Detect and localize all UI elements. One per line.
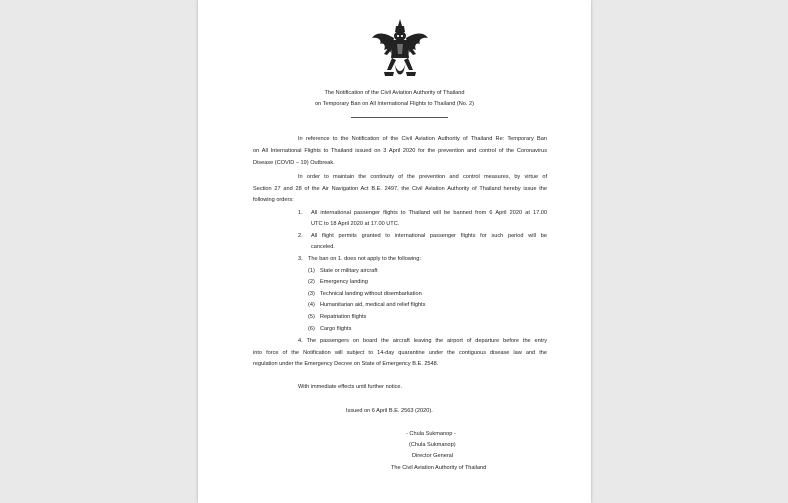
- order2-line-2: canceled.: [311, 244, 335, 250]
- order1-line-1: All international passenger flights to Thailand will be banned from 6 April 2020 at 17.00: [311, 210, 547, 216]
- order2-number: 2.: [298, 233, 303, 239]
- para2-line-1: In order to maintain the continuity of the prevention and control measures, by virtue of: [298, 174, 547, 180]
- para1-line-1: In reference to the Notification of the Civil Aviation Authority of Thailand Re: Temporary Ban: [298, 136, 547, 142]
- exemption-item: State or military aircraft: [320, 268, 378, 274]
- exemption-number: (4): [308, 302, 315, 308]
- document-page: [198, 0, 591, 503]
- signatory-organization: The Civil Aviation Authority of Thailand: [391, 465, 487, 471]
- title-line-1: The Notification of the Civil Aviation Authority of Thailand: [324, 90, 465, 96]
- para1-line-2: on All International Flights to Thailand issued on 3 April 2020 for the prevention and control of the Coronavirus: [253, 148, 547, 154]
- para2-line-2: Section 27 and 28 of the Air Navigation Act B.E. 2497, the Civil Aviation Authority of Thailand hereby issue the: [253, 186, 547, 192]
- effect-statement: With immediate effects until further notice.: [298, 384, 403, 390]
- issue-date: Issued on 6 April B.E. 2563 (2020).: [346, 408, 433, 414]
- exemption-item: Emergency landing: [320, 279, 368, 285]
- para1-line-3: Disease (COVID – 19) Outbreak.: [253, 160, 335, 166]
- title-line-2: on Temporary Ban on All International Flights to Thailand (No. 2): [315, 101, 474, 107]
- exemption-item: Cargo flights: [320, 326, 352, 332]
- exemption-number: (5): [308, 314, 315, 320]
- exemption-number: (1): [308, 268, 315, 274]
- order1-number: 1.: [298, 210, 303, 216]
- order4-line-1: 4. The passengers on board the aircraft leaving the airport of departure before the entry: [298, 338, 547, 344]
- exemption-number: (6): [308, 326, 315, 332]
- order3-line-1: The ban on 1. does not apply to the following:: [308, 256, 421, 262]
- signature-mark: - Chula Sukmanop -: [406, 431, 456, 437]
- exemption-number: (3): [308, 291, 315, 297]
- signatory-name: (Chula Sukmanop): [409, 442, 456, 448]
- exemption-item: Technical landing without disembarkation: [320, 291, 422, 297]
- order1-line-2: UTC to 18 April 2020 at 17.00 UTC.: [311, 221, 400, 227]
- exemption-number: (2): [308, 279, 315, 285]
- exemption-item: Repatriation flights: [320, 314, 367, 320]
- signatory-position: Director General: [412, 453, 454, 459]
- order4-line-2: into force of the Notification will subject to 14-day quarantine under the contiguous disease law and the: [253, 350, 547, 356]
- exemption-item: Humanitarian aid, medical and relief flights: [320, 302, 426, 308]
- title-underline: [351, 117, 448, 118]
- order3-number: 3.: [298, 256, 303, 262]
- garuda-emblem-icon: [370, 18, 430, 82]
- order2-line-1: All flight permits granted to international passenger flights for such period will be: [311, 233, 547, 239]
- para2-line-3: following orders:: [253, 197, 294, 203]
- order4-line-3: regulation under the Emergency Decree on State of Emergency B.E. 2548.: [253, 361, 439, 367]
